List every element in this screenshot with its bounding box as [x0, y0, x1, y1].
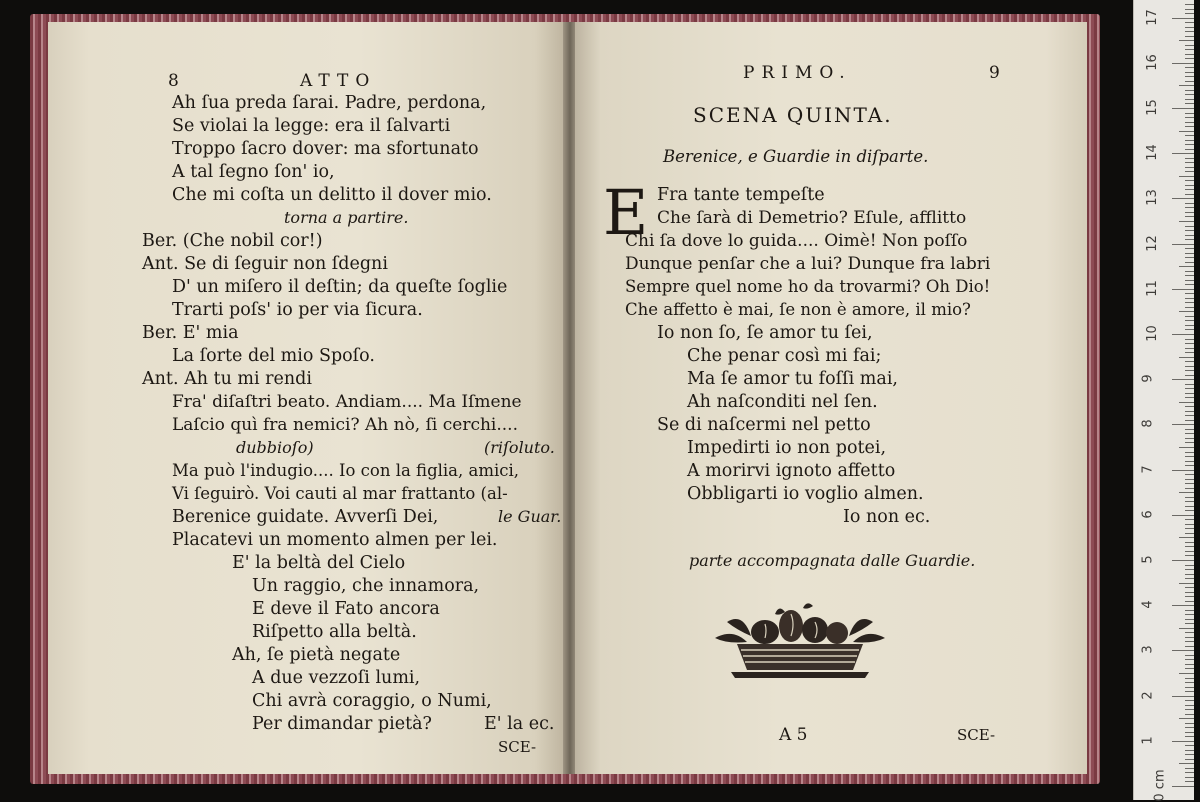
text-line: Ah ſua preda ſarai. Padre, perdona,	[172, 93, 487, 113]
ruler-tick	[1185, 126, 1194, 127]
verse-line: Obbligarti io voglio almen.	[687, 484, 924, 504]
ruler-tick	[1185, 375, 1194, 376]
measuring-ruler	[1133, 0, 1194, 800]
ruler-tick	[1185, 348, 1194, 349]
ruler-tick	[1185, 81, 1194, 82]
ruler-tick	[1185, 253, 1194, 254]
ruler-tick	[1179, 673, 1194, 674]
ruler-tick	[1185, 72, 1194, 73]
ruler-tick	[1185, 248, 1194, 249]
ruler-tick	[1172, 153, 1194, 154]
ruler-tick	[1185, 452, 1194, 453]
ruler-tick	[1185, 456, 1194, 457]
stage-direction: le Guar.	[498, 507, 562, 526]
ruler-tick	[1185, 216, 1194, 217]
stage-direction: dubbioſo)	[236, 438, 314, 457]
ruler-tick	[1185, 76, 1194, 77]
ruler-tick	[1185, 307, 1194, 308]
text-line: Chi ſa dove lo guida.... Oimè! Non poſſo	[625, 231, 968, 251]
ruler-tick	[1185, 339, 1194, 340]
ruler-tick	[1185, 578, 1194, 579]
ruler-tick	[1185, 226, 1194, 227]
ruler-tick	[1179, 718, 1194, 719]
ruler-tick	[1185, 438, 1194, 439]
ruler-label: 4	[1140, 600, 1156, 609]
ruler-tick	[1172, 560, 1194, 561]
ruler-tick	[1172, 424, 1194, 425]
ruler-label: 12	[1144, 234, 1160, 252]
ruler-tick	[1179, 85, 1194, 86]
ruler-tick	[1185, 67, 1194, 68]
ruler-tick	[1185, 569, 1194, 570]
ruler-tick	[1179, 176, 1194, 177]
stage-direction: torna a partire.	[284, 208, 409, 227]
text-line: Berenice guidate. Avverſi Dei,	[172, 507, 439, 527]
stage-direction: parte accompagnata dalle Guardie.	[689, 551, 976, 570]
right-page	[575, 22, 1087, 774]
catchword: SCE-	[957, 726, 996, 744]
ruler-tick	[1185, 135, 1194, 136]
verse-line: Ah, ſe pietà negate	[232, 645, 401, 665]
text-line: Ma può l'indugio.... Io con la figlia, amici,	[172, 461, 520, 480]
ruler-tick	[1185, 429, 1194, 430]
text-line: Ber. (Che nobil cor!)	[142, 231, 323, 251]
ruler-tick	[1185, 596, 1194, 597]
ruler-tick	[1185, 678, 1194, 679]
ruler-tick	[1185, 555, 1194, 556]
text-line: Che affetto è mai, ſe non è amore, il mio?	[625, 300, 971, 319]
ruler-tick	[1185, 542, 1194, 543]
ruler-tick	[1185, 641, 1194, 642]
ruler-tick	[1185, 659, 1194, 660]
ruler-tick	[1185, 668, 1194, 669]
ruler-label: 16	[1144, 54, 1160, 71]
ruler-tick	[1179, 763, 1194, 764]
ruler-tick	[1185, 27, 1194, 28]
text-line: Trarti poſs' io per via ſicura.	[172, 300, 423, 320]
ruler-tick	[1185, 687, 1194, 688]
ruler-tick	[1185, 158, 1194, 159]
ruler-tick	[1185, 420, 1194, 421]
ruler-tick	[1185, 162, 1194, 163]
ruler-tick	[1172, 244, 1194, 245]
ruler-label: 9	[1140, 374, 1156, 383]
text-line: Ant. Ah tu mi rendi	[142, 369, 312, 389]
text-line: Vi ſeguirò. Voi cauti al mar frattanto (al-	[172, 484, 508, 503]
ruler-tick	[1185, 501, 1194, 502]
ruler-tick	[1172, 18, 1194, 19]
ruler-tick	[1185, 592, 1194, 593]
ruler-tick	[1185, 714, 1194, 715]
ruler-tick	[1185, 140, 1194, 141]
ruler-tick	[1172, 334, 1194, 335]
basket-ornament-icon	[707, 600, 893, 680]
ruler-tick	[1185, 488, 1194, 489]
verse-line: Impedirti io non potei,	[687, 438, 887, 458]
text-line: Che mi coſta un delitto il dover mio.	[172, 185, 492, 205]
left-page	[48, 22, 566, 774]
text-line: D' un miſero il deſtin; da queſte ſoglie	[172, 277, 508, 297]
text-line: Sempre quel nome ho da trovarmi? Oh Dio!	[625, 277, 991, 296]
ruler-tick	[1185, 284, 1194, 285]
ruler-tick	[1185, 524, 1194, 525]
ruler-tick	[1185, 94, 1194, 95]
catchword: SCE-	[498, 738, 537, 756]
text-line: Ber. E' mia	[142, 323, 239, 343]
ruler-tick	[1172, 696, 1194, 697]
ruler-tick	[1185, 239, 1194, 240]
signature-mark: A 5	[779, 725, 808, 745]
ruler-tick	[1172, 741, 1194, 742]
stage-direction: (riſoluto.	[484, 438, 555, 457]
ruler-tick	[1185, 397, 1194, 398]
ruler-tick	[1185, 442, 1194, 443]
ruler-tick	[1185, 465, 1194, 466]
ruler-label: 5	[1140, 555, 1156, 564]
verse-line: Chi avrà coraggio, o Numi,	[252, 691, 492, 711]
ruler-tick	[1185, 293, 1194, 294]
verse-line: Ah naſconditi nel ſen.	[687, 392, 878, 412]
ruler-tick	[1179, 221, 1194, 222]
verse-line: Se di naſcermi nel petto	[657, 415, 871, 435]
ruler-tick	[1185, 144, 1194, 145]
verse-line: Che penar così mi fai;	[687, 346, 882, 366]
ruler-label: 10	[1144, 325, 1160, 342]
ruler-tick	[1185, 510, 1194, 511]
verse-line: E' la beltà del Cielo	[232, 553, 406, 573]
ruler-tick	[1172, 63, 1194, 64]
ruler-label: 15	[1144, 99, 1160, 116]
ruler-tick	[1185, 388, 1194, 389]
text-line: A tal ſegno ſon' io,	[172, 162, 335, 182]
ruler-tick	[1185, 275, 1194, 276]
text-line: Dunque penſar che a lui? Dunque fra labri	[625, 254, 991, 274]
ruler-tick	[1185, 257, 1194, 258]
page-number: 8	[168, 71, 179, 91]
ruler-tick	[1185, 298, 1194, 299]
ruler-tick	[1179, 40, 1194, 41]
ruler-tick	[1185, 235, 1194, 236]
ruler-label: 1	[1140, 736, 1156, 745]
page-number: 9	[989, 63, 1000, 83]
ruler-tick	[1179, 537, 1194, 538]
ruler-tick	[1185, 664, 1194, 665]
verse-line: Riſpetto alla beltà.	[252, 622, 417, 642]
verse-line: Per dimandar pietà?	[252, 714, 432, 734]
ruler-tick	[1185, 519, 1194, 520]
ruler-tick	[1172, 289, 1194, 290]
ruler-tick	[1185, 433, 1194, 434]
ruler-tick	[1185, 325, 1194, 326]
ruler-tick	[1172, 198, 1194, 199]
ruler-label: 6	[1140, 510, 1156, 519]
ruler-tick	[1185, 31, 1194, 32]
ruler-tick	[1185, 122, 1194, 123]
ruler-tick	[1185, 45, 1194, 46]
ruler-tick	[1185, 732, 1194, 733]
text-line: Fra' diſaſtri beato. Andiam.... Ma Iſmene	[172, 392, 522, 412]
ruler-tick	[1185, 646, 1194, 647]
ruler-tick	[1185, 705, 1194, 706]
ruler-tick	[1185, 329, 1194, 330]
ruler-tick	[1185, 262, 1194, 263]
ruler-tick	[1185, 750, 1194, 751]
ruler-tick	[1185, 772, 1194, 773]
ruler-label: 14	[1144, 144, 1160, 161]
ruler-tick	[1172, 605, 1194, 606]
verse-line: E' la ec.	[484, 714, 555, 734]
ruler-tick	[1185, 614, 1194, 615]
ruler-tick	[1185, 483, 1194, 484]
ruler-tick	[1185, 709, 1194, 710]
ruler-tick	[1185, 4, 1194, 5]
ruler-tick	[1185, 271, 1194, 272]
character-list: Berenice, e Guardie in diſparte.	[663, 147, 929, 166]
verse-line: Un raggio, che innamora,	[252, 576, 480, 596]
ruler-tick	[1185, 194, 1194, 195]
ruler-tick	[1172, 379, 1194, 380]
ruler-tick	[1185, 36, 1194, 37]
ruler-tick	[1185, 682, 1194, 683]
text-line: Fra tante tempeſte	[657, 185, 825, 205]
ruler-tick	[1185, 415, 1194, 416]
ruler-label: 7	[1140, 464, 1156, 474]
ruler-tick	[1185, 171, 1194, 172]
ruler-tick	[1185, 207, 1194, 208]
verse-line: E deve il Fato ancora	[252, 599, 440, 619]
verse-line: A due vezzoſi lumi,	[252, 668, 421, 688]
verse-line: A morirvi ignoto affetto	[687, 461, 896, 481]
ruler-tick	[1185, 479, 1194, 480]
ruler-tick	[1185, 54, 1194, 55]
ruler-tick	[1185, 406, 1194, 407]
ruler-tick	[1185, 768, 1194, 769]
ruler-tick	[1185, 655, 1194, 656]
ruler-tick	[1185, 736, 1194, 737]
ruler-tick	[1185, 13, 1194, 14]
ruler-tick	[1185, 393, 1194, 394]
ruler-tick	[1185, 320, 1194, 321]
ruler-tick	[1185, 691, 1194, 692]
ruler-tick	[1185, 113, 1194, 114]
ruler-tick	[1172, 786, 1194, 787]
text-line: Se violai la legge: era il ſalvarti	[172, 116, 451, 136]
ruler-tick	[1185, 745, 1194, 746]
ruler-label: 8	[1140, 419, 1156, 429]
ruler-label: 2	[1140, 690, 1156, 700]
ruler-tick	[1185, 637, 1194, 638]
ruler-tick	[1179, 402, 1194, 403]
ruler-tick	[1179, 311, 1194, 312]
ruler-label: 11	[1144, 280, 1160, 297]
ruler-label: 13	[1144, 189, 1160, 207]
ruler-tick	[1185, 189, 1194, 190]
ruler-tick	[1179, 583, 1194, 584]
ruler-tick	[1185, 149, 1194, 150]
ruler-tick	[1185, 610, 1194, 611]
ruler-tick	[1185, 754, 1194, 755]
ruler-tick	[1185, 361, 1194, 362]
ruler-tick	[1185, 103, 1194, 104]
ruler-tick	[1185, 574, 1194, 575]
ruler-tick	[1185, 546, 1194, 547]
ruler-tick	[1185, 384, 1194, 385]
ruler-tick	[1185, 352, 1194, 353]
ruler-tick	[1172, 650, 1194, 651]
ruler-tick	[1185, 623, 1194, 624]
ruler-tick	[1185, 759, 1194, 760]
ruler-tick	[1185, 366, 1194, 367]
ruler-tick	[1185, 777, 1194, 778]
ruler-tick	[1185, 316, 1194, 317]
ruler-tick	[1185, 280, 1194, 281]
ruler-label: 0 cm	[1152, 769, 1168, 802]
drop-cap: E	[603, 176, 649, 249]
ruler-tick	[1185, 601, 1194, 602]
ruler-tick	[1179, 357, 1194, 358]
ruler-tick	[1185, 212, 1194, 213]
verse-line: Io non ſo, ſe amor tu ſei,	[657, 323, 873, 343]
ruler-tick	[1185, 632, 1194, 633]
ruler-label: 17	[1144, 8, 1160, 26]
ruler-tick	[1185, 302, 1194, 303]
text-line: Troppo ſacro dover: ma sfortunato	[172, 139, 479, 159]
ruler-tick	[1185, 528, 1194, 529]
ruler-tick	[1185, 619, 1194, 620]
ruler-tick	[1185, 167, 1194, 168]
ruler-tick	[1179, 447, 1194, 448]
verse-line: Io non ec.	[843, 507, 931, 527]
ruler-tick	[1185, 565, 1194, 566]
ruler-tick	[1172, 108, 1194, 109]
text-line: Che ſarà di Demetrio? Eſule, afflitto	[657, 208, 967, 228]
ruler-tick	[1185, 343, 1194, 344]
ruler-tick	[1185, 99, 1194, 100]
ruler-tick	[1185, 22, 1194, 23]
running-head: PRIMO.	[743, 63, 852, 83]
ruler-tick	[1185, 230, 1194, 231]
ruler-tick	[1179, 131, 1194, 132]
ruler-tick	[1185, 185, 1194, 186]
ruler-tick	[1185, 49, 1194, 50]
ruler-tick	[1185, 474, 1194, 475]
ruler-tick	[1185, 781, 1194, 782]
ruler-tick	[1179, 266, 1194, 267]
ruler-tick	[1185, 180, 1194, 181]
ruler-tick	[1179, 628, 1194, 629]
ruler-tick	[1185, 370, 1194, 371]
ruler-tick	[1179, 492, 1194, 493]
scene-title: SCENA QUINTA.	[693, 103, 893, 127]
ruler-tick	[1185, 203, 1194, 204]
ruler-tick	[1185, 411, 1194, 412]
verse-line: Ma ſe amor tu foſſi mai,	[687, 369, 898, 389]
text-line: La ſorte del mio Spoſo.	[172, 346, 375, 366]
ruler-tick	[1185, 551, 1194, 552]
ruler-tick	[1185, 727, 1194, 728]
ruler-tick	[1185, 117, 1194, 118]
ruler-tick	[1185, 506, 1194, 507]
ruler-label: 3	[1140, 645, 1156, 655]
ruler-tick	[1185, 90, 1194, 91]
ruler-tick	[1185, 587, 1194, 588]
ruler-tick	[1172, 515, 1194, 516]
text-line: Ant. Se di ſeguir non ſdegni	[142, 254, 388, 274]
text-line: Placatevi un momento almen per lei.	[172, 530, 498, 550]
ruler-tick	[1185, 461, 1194, 462]
ruler-tick	[1185, 58, 1194, 59]
ruler-tick	[1185, 533, 1194, 534]
ruler-tick	[1172, 470, 1194, 471]
ruler-tick	[1185, 497, 1194, 498]
ruler-tick	[1185, 700, 1194, 701]
text-line: Laſcio quì fra nemici? Ah nò, ſi cerchi....	[172, 415, 518, 435]
ruler-tick	[1185, 9, 1194, 10]
running-head: ATTO	[300, 71, 377, 91]
ruler-tick	[1185, 723, 1194, 724]
